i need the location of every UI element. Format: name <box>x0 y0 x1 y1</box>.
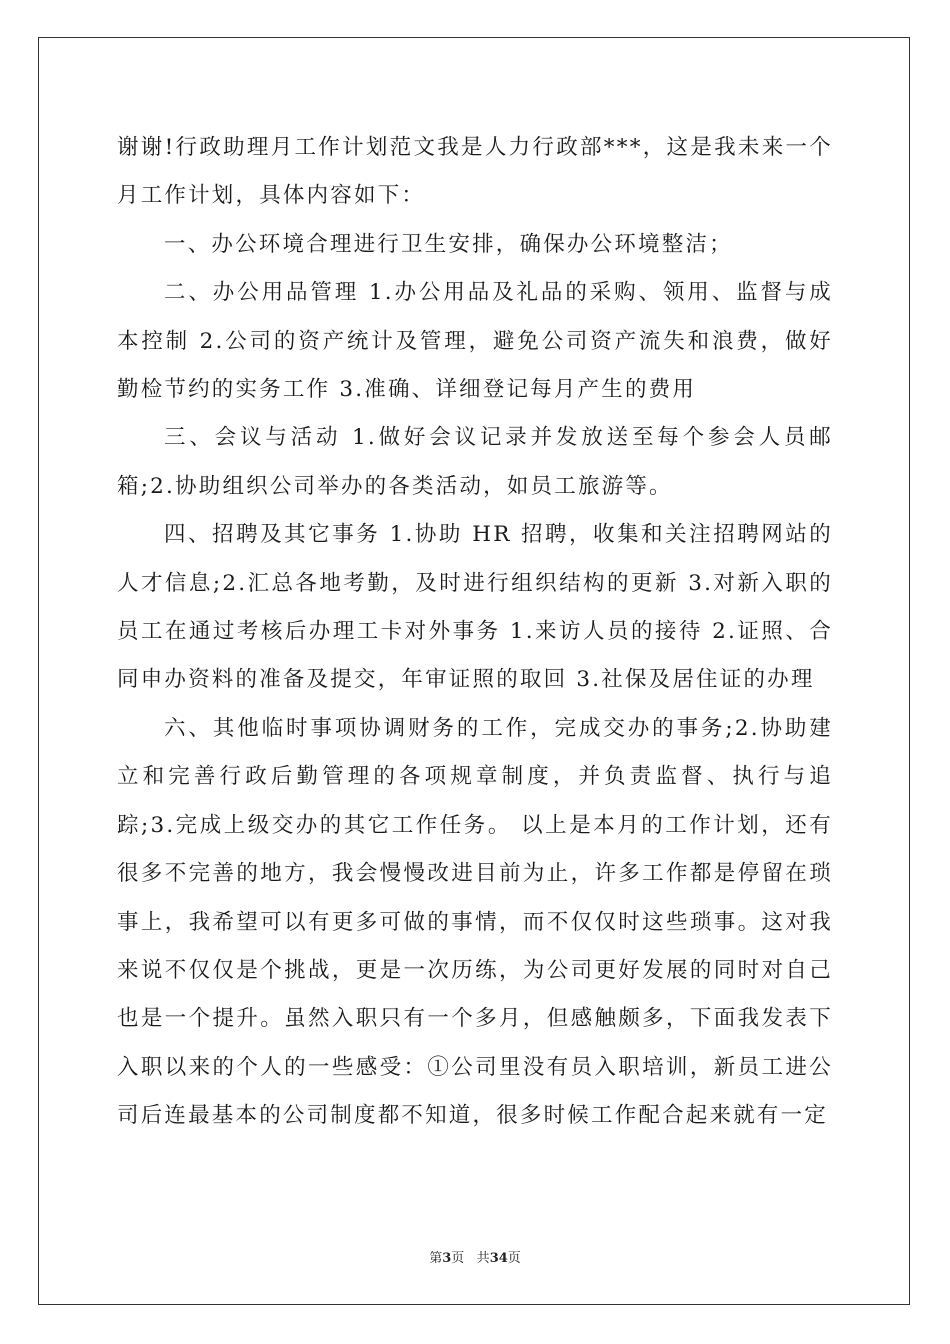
page-current: 3 <box>442 1251 452 1266</box>
paragraph-meetings-activities: 三、会议与活动 1.做好会议记录并发放送至每个参会人员邮箱;2.协助组织公司举办的各类活动，如员工旅游等。 <box>117 425 833 499</box>
paragraph-recruitment-affairs: 四、招聘及其它事务 1.协助 HR 招聘，收集和关注招聘网站的人才信息;2.汇总各地考勤，及时进行组织结构的更新 3.对新入职的员工在通过考核后办理工卡对外事务 1.来访人员的接待 2.证照、合同申办资料的准备及提交，年审证照的取回 3.社保及居住证的办理 <box>117 522 833 693</box>
page-footer <box>0 1247 950 1266</box>
page-suffix: 页 <box>451 1251 465 1266</box>
total-prefix: 共 <box>476 1251 490 1266</box>
paragraph-intro: 谢谢!行政助理月工作计划范文我是人力行政部***，这是我未来一个月工作计划，具体内容如下： <box>117 135 833 209</box>
paragraph-office-environment: 一、办公环境合理进行卫生安排，确保办公环境整洁； <box>164 231 733 257</box>
paragraph-other-matters: 六、其他临时事项协调财务的工作，完成交办的事务;2.协助建立和完善行政后勤管理的各项规章制度，并负责监督、执行与追踪;3.完成上级交办的其它工作任务。 以上是本月的工作计划，还有很多不完善的地方，我会慢慢改进目前为止，许多工作都是停留在琐事上，我希望可以有更多可做的事情，而不仅仅时这些琐事。这对我来说不仅仅是个挑战，更是一次历练，为公司更好发展的同时对自己也是一个提升。虽然入职只有一个多月，但感触颇多，下面我发表下入职以来的个人的一些感受：①公司里没有员入职培训，新员工进公司后连最基本的公司制度都不知道，很多时候工作配合起来就有一定 <box>117 715 833 1129</box>
page-prefix: 第 <box>429 1251 443 1266</box>
page-total: 34 <box>489 1251 508 1266</box>
paragraph-office-supplies: 二、办公用品管理 1.办公用品及礼品的采购、领用、监督与成本控制 2.公司的资产统计及管理，避免公司资产流失和浪费，做好勤检节约的实务工作 3.准确、详细登记每月产生的费用 <box>117 280 833 403</box>
document-body <box>117 124 833 1141</box>
total-suffix: 页 <box>507 1251 521 1266</box>
